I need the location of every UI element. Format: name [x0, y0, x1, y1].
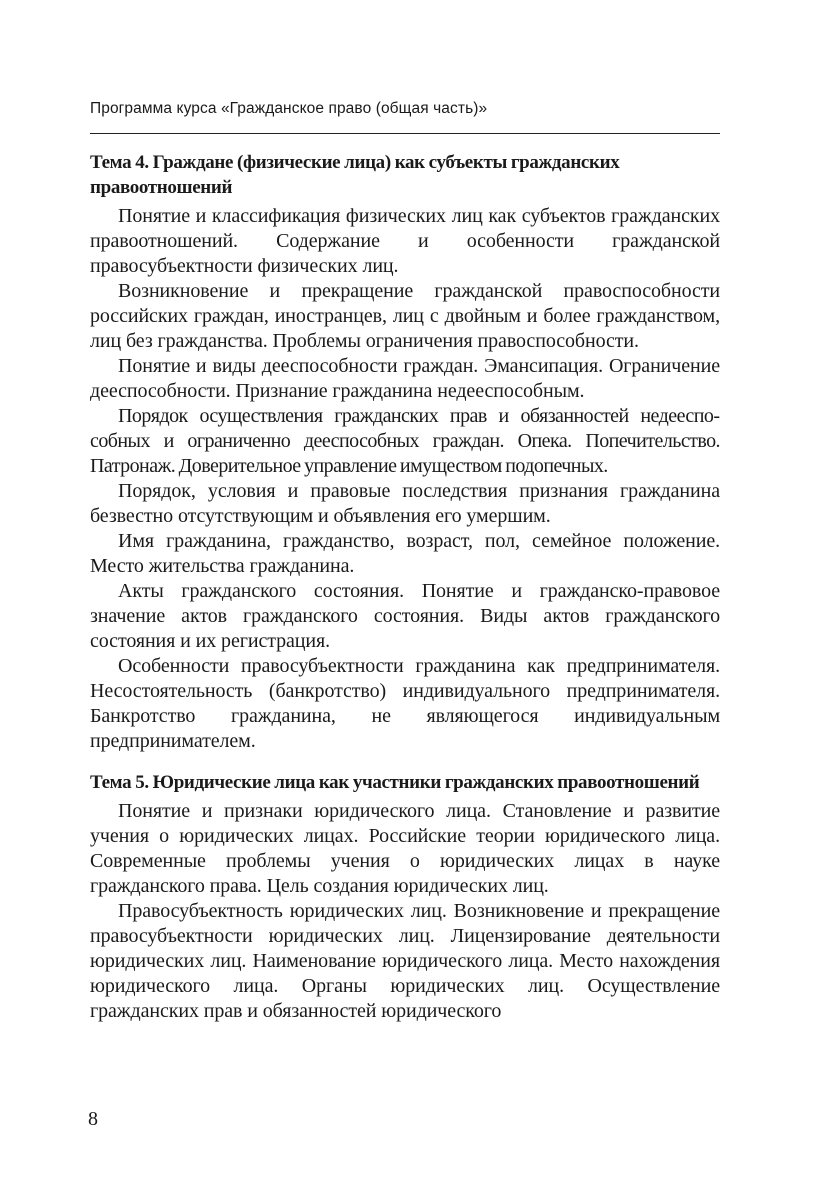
page-number: 8: [88, 1108, 98, 1130]
paragraph: Имя гражданина, гражданство, возраст, пол, семейное положение. Место жительства гражданина.: [90, 530, 720, 577]
page-content: [90, 146, 720, 1024]
paragraph: Порядок, условия и правовые последствия признания гражданина безвестно отсутствующим и объявления его умершим.: [90, 480, 720, 527]
topic-5-title: Тема 5. Юридические лица как участники гражданских правоотношений: [90, 772, 700, 793]
paragraph: Правосубъектность юридических лиц. Возникновение и прекращение правосубъектности юридических лиц. Лицензирование деятельности юридических лиц. Наименование юридического лица. Место нахождения юридического лица. Органы юридических лиц. Осуществление гражданских прав и обязанностей юридического: [90, 900, 720, 1022]
paragraph: Порядок осуществления гражданских прав и обязанностей недееспособных и ограниченно дееспособных граждан. Опека. Попечительство. Патронаж. Доверительное управление имуществом подопечных.: [90, 405, 720, 477]
header-rule: [90, 133, 720, 134]
paragraph: Возникновение и прекращение гражданской правоспособности российских граждан, иностранцев, лиц с двойным и более гражданством, лиц без гражданства. Проблемы ограничения правоспособности.: [90, 280, 720, 352]
paragraph: Акты гражданского состояния. Понятие и гражданско-правовое значение актов гражданского состояния. Виды актов гражданского состояния и их регистрация.: [90, 580, 720, 652]
running-header: Программа курса «Гражданское право (общая часть)»: [90, 100, 488, 117]
paragraph: Понятие и виды дееспособности граждан. Эмансипация. Ограничение дееспособности. Признание гражданина недееспособным.: [90, 355, 720, 402]
paragraph: Понятие и признаки юридического лица. Становление и развитие учения о юридических лицах. Российские теории юридического лица. Современные проблемы учения о юридических лицах в науке гражданского права. Цель создания юридических лиц.: [90, 800, 720, 897]
paragraph: Понятие и классификация физических лиц как субъектов гражданских правоотношений. Содержание и особенности гражданской правосубъектности физических лиц.: [90, 205, 720, 277]
topic-4-title: Тема 4. Граждане (физические лица) как субъекты гражданских правоотношений: [90, 152, 620, 198]
paragraph: Особенности правосубъектности гражданина как предпринимателя. Несостоятельность (банкротство) индивидуального предпринимателя. Банкротство гражданина, не являющегося индивидуальным предпринимателем.: [90, 655, 720, 752]
